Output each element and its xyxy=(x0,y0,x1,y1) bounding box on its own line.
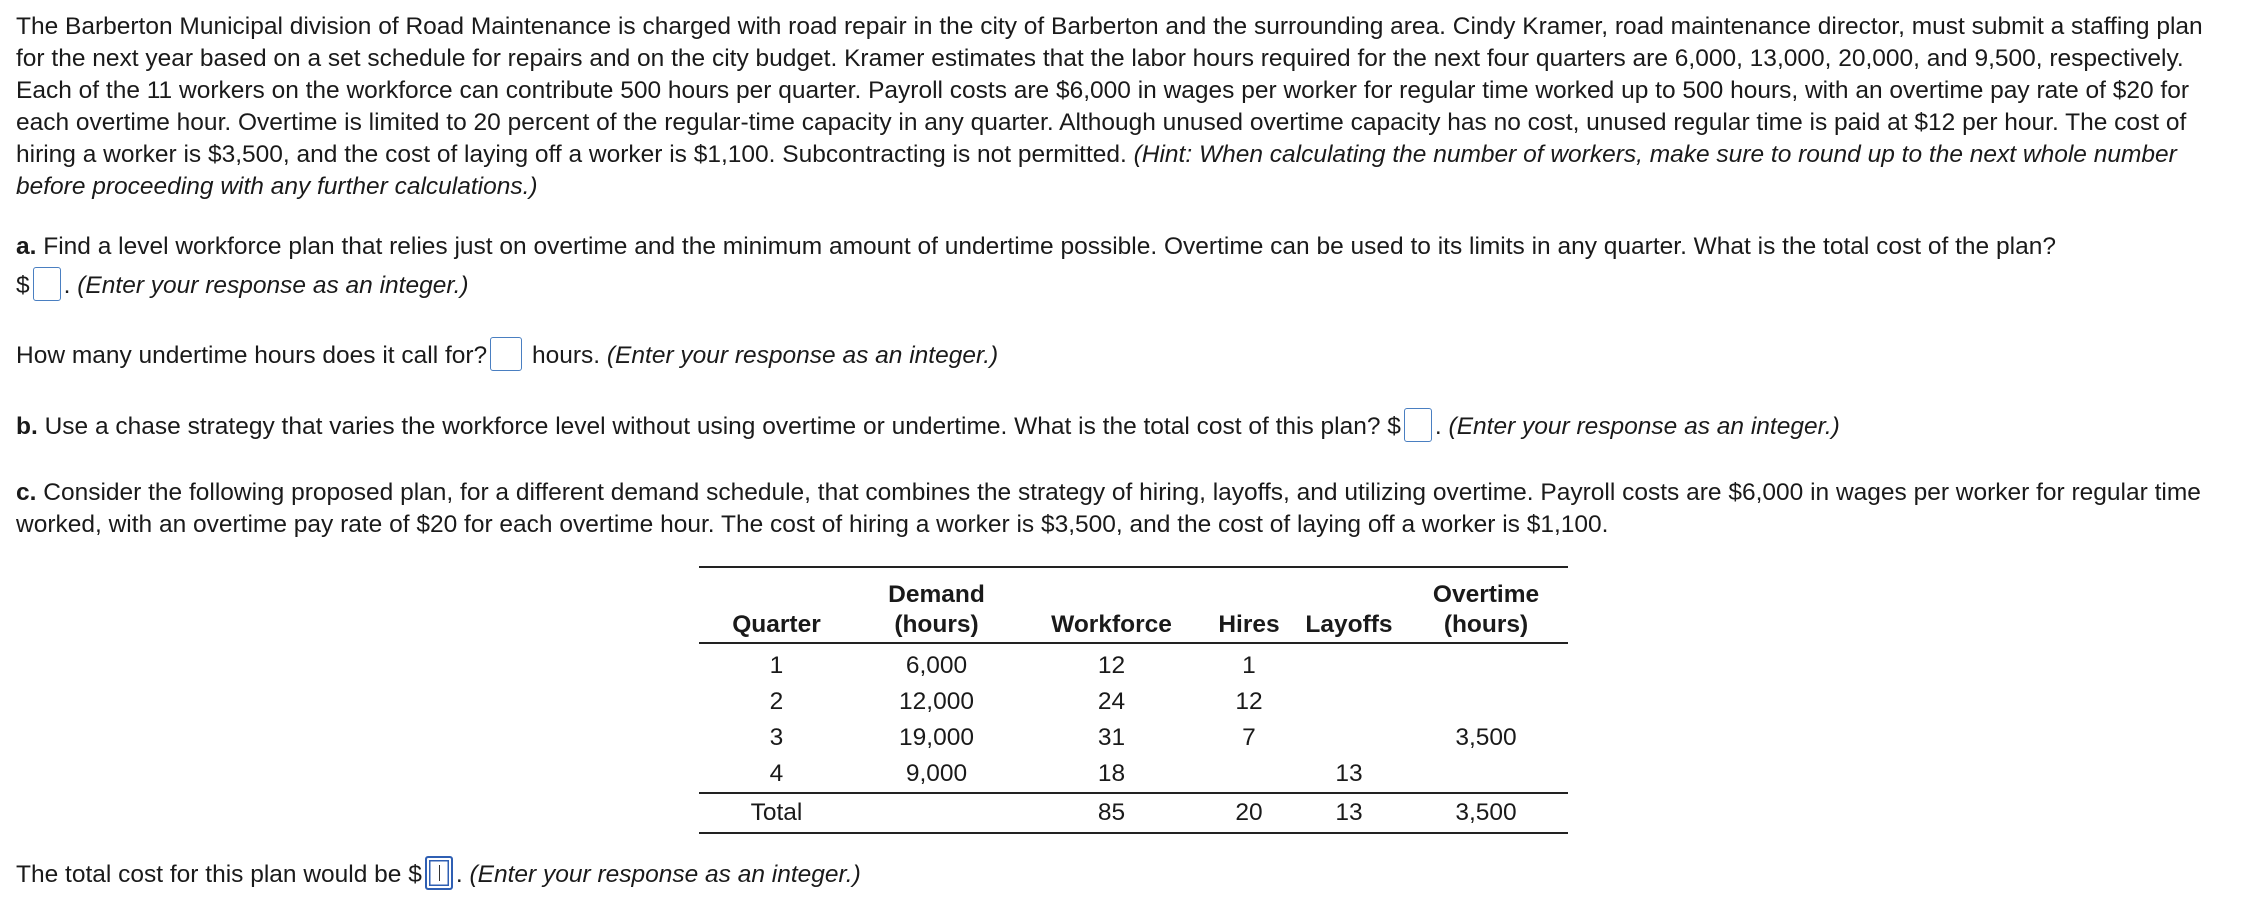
part-a-instruction: (Enter your response as an integer.) xyxy=(77,272,469,299)
cell-layoffs xyxy=(1294,684,1404,720)
part-c-body: Consider the following proposed plan, for a different demand schedule, that combines the strategy of hiring, layoffs, and utilizing overtime. Payroll costs are $6,000 in wages per worker for regular time worked, with an overtime pay rate of $20 for each overtime hour. The cost of hiring a worker is $3,500, and the cost of laying off a worker is $1,100. xyxy=(16,479,2201,538)
cell-workforce: 18 xyxy=(1097,760,1126,787)
intro-text: The Barberton Municipal division of Road Maintenance is charged with road repair in the city of Barberton and the surrounding area. Cindy Kramer, road maintenance director, must submit a staffing plan for the next year based on a set schedule for repairs and on the city budget. Kramer estimates that the labor hours required for the next four quarters are 6,000, 13,000, 20,000, and 9,500, respectively. Each of the 11 workers on the workforce can contribute 500 hours per quarter. Payroll costs are $6,000 in wages per worker for regular time worked up to 500 hours, with an overtime pay rate of $20 for each overtime hour. Overtime is limited to 20 percent of the regular-time capacity in any quarter. Although unused overtime capacity has no cost, unused regular time is paid at $12 per hour. The cost of hiring a worker is $3,500, and the cost of laying off a worker is $1,100. Subcontracting is not permitted. xyxy=(16,13,2203,168)
cell-workforce: 31 xyxy=(1097,724,1126,751)
part-a-suffix: . xyxy=(63,272,78,299)
cell-layoffs: 13 xyxy=(1335,760,1363,787)
part-c-answer-line xyxy=(16,859,2238,891)
total-label: Total xyxy=(750,799,803,826)
part-a-undertime-line xyxy=(16,340,2238,372)
header-quarter: Quarter xyxy=(732,611,821,638)
cell-hires xyxy=(1204,756,1294,793)
dollar-sign: $ xyxy=(16,272,30,299)
table-row xyxy=(699,643,1568,684)
part-a-total-cost-input[interactable] xyxy=(33,267,61,301)
table-row xyxy=(699,684,1568,720)
cell-demand: 19,000 xyxy=(899,724,974,751)
cell-overtime xyxy=(1404,643,1568,684)
cell-overtime xyxy=(1404,684,1568,720)
table-row xyxy=(699,720,1568,756)
cell-demand: 12,000 xyxy=(899,688,974,715)
undertime-question: How many undertime hours does it call for? xyxy=(16,342,488,369)
final-instruction: (Enter your response as an integer.) xyxy=(469,861,861,888)
part-b-question xyxy=(16,411,2238,443)
part-b-text: Use a chase strategy that varies the workforce level without using overtime or undertime. What is the total cost of this plan? $ xyxy=(37,413,1401,440)
cell-hires: 1 xyxy=(1242,652,1256,679)
cell-quarter: 1 xyxy=(769,652,784,679)
undertime-suffix: hours. xyxy=(525,342,607,369)
header-workforce: Workforce xyxy=(1051,611,1172,638)
cell-hires: 7 xyxy=(1242,724,1256,751)
final-suffix: . xyxy=(455,861,470,888)
cell-overtime xyxy=(1404,756,1568,793)
total-layoffs: 13 xyxy=(1335,799,1363,826)
final-question: The total cost for this plan would be $ xyxy=(16,861,422,888)
part-a-label: a. xyxy=(16,233,37,260)
cell-workforce: 24 xyxy=(1097,688,1126,715)
part-b-instruction: (Enter your response as an integer.) xyxy=(1448,413,1840,440)
cell-hires: 12 xyxy=(1235,688,1263,715)
problem-intro xyxy=(16,11,2238,203)
undertime-hours-input[interactable] xyxy=(490,337,522,371)
part-a-text: Find a level workforce plan that relies just on overtime and the minimum amount of undertime possible. Overtime can be used to its limits in any quarter. What is the total cost of the plan? xyxy=(36,233,2056,260)
header-hires: Hires xyxy=(1218,611,1280,638)
proposed-plan-table xyxy=(699,566,1568,834)
cell-layoffs xyxy=(1294,643,1404,684)
part-b-total-cost-input[interactable] xyxy=(1404,408,1432,442)
cell-quarter: 2 xyxy=(769,688,784,715)
total-workforce: 85 xyxy=(1097,799,1126,826)
cell-quarter: 3 xyxy=(769,724,784,751)
table-header-row xyxy=(699,567,1568,643)
part-b-suffix: . xyxy=(1434,413,1449,440)
cell-layoffs xyxy=(1294,720,1404,756)
header-layoffs: Layoffs xyxy=(1305,611,1393,638)
header-overtime: Overtime (hours) xyxy=(1432,581,1540,638)
part-c-text xyxy=(16,477,2238,541)
part-c-total-cost-input[interactable] xyxy=(425,856,453,890)
table-total-row xyxy=(699,793,1568,833)
part-c-label: c. xyxy=(16,479,37,506)
cell-quarter: 4 xyxy=(769,760,784,787)
total-hires: 20 xyxy=(1235,799,1263,826)
cell-workforce: 12 xyxy=(1097,652,1126,679)
table-row xyxy=(699,756,1568,793)
intro-hint: (Hint: When calculating the number of workers, make sure to round up to the next whole number before proceeding with any further calculations.) xyxy=(16,141,2177,200)
part-a-answer-line xyxy=(16,270,2238,302)
part-a-question xyxy=(16,231,2238,263)
total-demand xyxy=(854,793,1019,833)
cell-demand: 6,000 xyxy=(905,652,968,679)
total-overtime: 3,500 xyxy=(1455,799,1517,826)
part-b-label: b. xyxy=(16,413,38,440)
cell-overtime: 3,500 xyxy=(1455,724,1517,751)
cell-demand: 9,000 xyxy=(905,760,968,787)
undertime-instruction: (Enter your response as an integer.) xyxy=(606,342,999,369)
header-demand: Demand (hours) xyxy=(888,581,985,638)
